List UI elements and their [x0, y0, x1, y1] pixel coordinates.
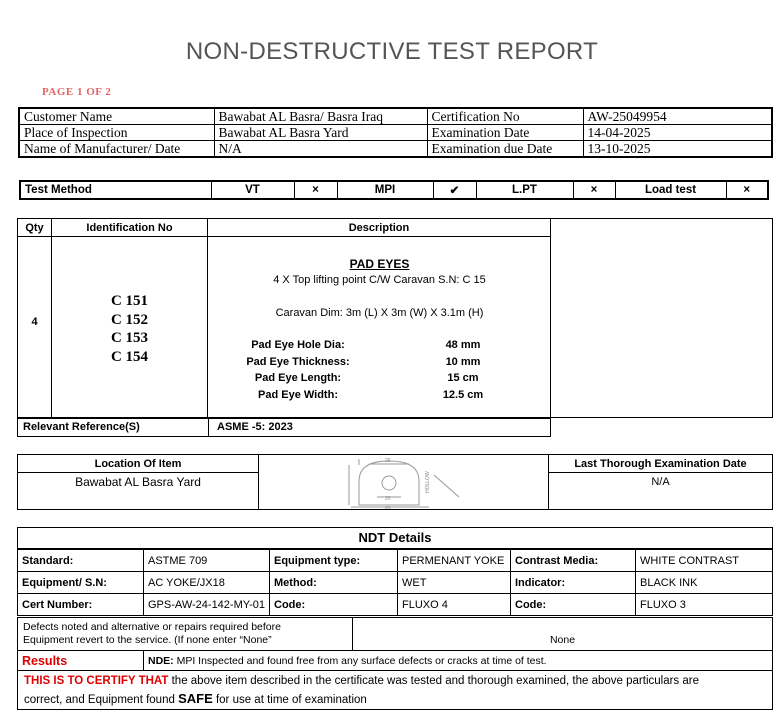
location-value: Bawabat AL Basra Yard: [75, 475, 201, 489]
item-description-section: [17, 218, 773, 418]
ndt-value: WHITE CONTRAST: [636, 550, 773, 572]
table-row: [18, 651, 773, 671]
description-header: Description: [208, 219, 551, 237]
certify-text-2: correct, and Equipment found: [24, 694, 175, 706]
customer-name-value: Bawabat AL Basra/ Basra Iraq: [214, 108, 427, 125]
defects-table: [17, 617, 773, 671]
nde-value: MPI Inspected and found free from any surface defects or cracks at time of test.: [176, 654, 547, 667]
certify-lead: THIS IS TO CERTIFY THAT: [24, 675, 169, 687]
identification-header: Identification No: [52, 219, 208, 237]
last-exam-value: N/A: [651, 476, 670, 488]
drawing-label-middle: 20: [385, 496, 391, 502]
spec-label: Pad Eye Width:: [258, 388, 338, 401]
ndt-label: Contrast Media:: [511, 550, 636, 572]
description-line-2: Caravan Dim: 3m (L) X 3m (W) X 3.1m (H): [275, 307, 484, 319]
test-method-label: Test Method: [20, 181, 211, 199]
method-load-test-mark: ×: [726, 181, 768, 199]
ndt-value: BLACK INK: [636, 572, 773, 594]
reference-row: [17, 418, 551, 437]
cert-no-label: Certification No: [427, 108, 583, 125]
ndt-label: Standard:: [18, 550, 144, 572]
table-row: [19, 125, 772, 141]
identification-list: [52, 237, 208, 417]
ndt-value: AC YOKE/JX18: [144, 572, 270, 594]
ndt-details-table: [17, 549, 773, 616]
cert-no-value: AW-25049954: [583, 108, 772, 125]
ndt-label: Equipment/ S.N:: [18, 572, 144, 594]
due-date-value: 13-10-2025: [583, 141, 772, 158]
place-label: Place of Inspection: [19, 125, 214, 141]
table-row: [18, 572, 773, 594]
drawing-label-side: HOLLOW: [425, 471, 431, 493]
defects-value: None: [353, 618, 773, 651]
last-exam-header: Last Thorough Examination Date: [549, 455, 772, 473]
ndt-label: Code:: [511, 594, 636, 616]
customer-name-label: Customer Name: [19, 108, 214, 125]
exam-date-label: Examination Date: [427, 125, 583, 141]
specs-list: [223, 339, 503, 405]
manufacturer-value: N/A: [214, 141, 427, 158]
manufacturer-label: Name of Manufacturer/ Date: [19, 141, 214, 158]
exam-date-value: 14-04-2025: [583, 125, 772, 141]
ndt-label: Equipment type:: [270, 550, 398, 572]
ndt-label: Method:: [270, 572, 398, 594]
table-row: [19, 141, 772, 158]
results-label: Results: [18, 651, 144, 671]
nde-label: NDE:: [148, 654, 174, 667]
identification-item: C 152: [110, 311, 149, 328]
defects-label: [18, 618, 353, 651]
ndt-value: PERMENANT YOKE: [398, 550, 511, 572]
identification-item: C 153: [110, 330, 149, 346]
due-date-label: Examination due Date: [427, 141, 583, 158]
spec-row: [223, 356, 503, 373]
page-label: PAGE 1 OF 2: [42, 86, 112, 98]
table-row: [20, 181, 768, 199]
spec-value: 15 cm: [447, 372, 479, 384]
place-value: Bawabat AL Basra Yard: [214, 125, 427, 141]
spec-label: Pad Eye Hole Dia:: [251, 339, 345, 351]
ndt-value: FLUXO 4: [398, 594, 511, 616]
spec-value: 10 mm: [445, 355, 481, 368]
table-row: [18, 594, 773, 616]
defects-label-line-2: Equipment revert to the service. (If none enter “None”: [23, 634, 272, 646]
description-title: PAD EYES: [349, 257, 410, 271]
certify-text-3: for use at time of examination: [215, 694, 367, 706]
location-section: [17, 454, 773, 510]
method-load-test: Load test: [615, 181, 726, 199]
ndt-label: Code:: [270, 594, 398, 616]
certification-statement: [17, 670, 773, 710]
location-header: Location Of Item: [18, 455, 258, 473]
ndt-label: Cert Number:: [18, 594, 144, 616]
qty-header: Qty: [18, 219, 52, 237]
ndt-details-title: NDT Details: [17, 527, 773, 549]
spec-label: Pad Eye Thickness:: [246, 355, 350, 368]
results-value: [144, 651, 773, 671]
ndt-label: Indicator:: [511, 572, 636, 594]
table-row: [18, 550, 773, 572]
defects-label-line-1: Defects noted and alternative or repairs required before: [23, 621, 281, 633]
drawing-label-top: 26: [385, 458, 391, 464]
method-vt: VT: [211, 181, 294, 199]
pad-eye-drawing-icon: [259, 455, 550, 509]
method-mpi-mark: ✔: [433, 181, 476, 199]
spec-row: [223, 389, 503, 406]
ndt-value: ASTME 709: [144, 550, 270, 572]
page-title: NON-DESTRUCTIVE TEST REPORT: [185, 38, 599, 65]
description-cell: [208, 237, 551, 417]
description-line-1: 4 X Top lifting point C/W Caravan S.N: C 15: [273, 274, 486, 286]
method-mpi: MPI: [337, 181, 433, 199]
identification-item: C 154: [110, 348, 149, 365]
method-vt-mark: ×: [294, 181, 337, 199]
certify-safe: SAFE: [178, 691, 213, 706]
method-lpt-mark: ×: [573, 181, 615, 199]
table-row: [19, 108, 772, 125]
ndt-value: FLUXO 3: [636, 594, 773, 616]
ndt-value: GPS-AW-24-142-MY-01: [144, 594, 270, 616]
pad-eye-drawing: [258, 455, 549, 509]
spec-row: [223, 372, 503, 389]
table-row: [18, 618, 773, 651]
customer-info-table: [18, 107, 773, 158]
drawing-label-bottom: 60: [385, 506, 391, 509]
reference-label: Relevant Reference(S): [23, 421, 140, 433]
method-lpt: L.PT: [476, 181, 573, 199]
reference-value: ASME -5: 2023: [208, 419, 293, 436]
identification-item: C 151: [110, 293, 149, 309]
qty-value: 4: [18, 237, 52, 417]
spec-label: Pad Eye Length:: [254, 372, 342, 384]
spec-value: 48 mm: [445, 339, 481, 351]
ndt-value: WET: [398, 572, 511, 594]
spec-value: 12.5 cm: [442, 388, 484, 401]
test-method-table: [19, 180, 769, 200]
spec-row: [223, 339, 503, 356]
certify-text-1: the above item described in the certificate was tested and thorough examined, the above particulars are: [171, 675, 700, 687]
